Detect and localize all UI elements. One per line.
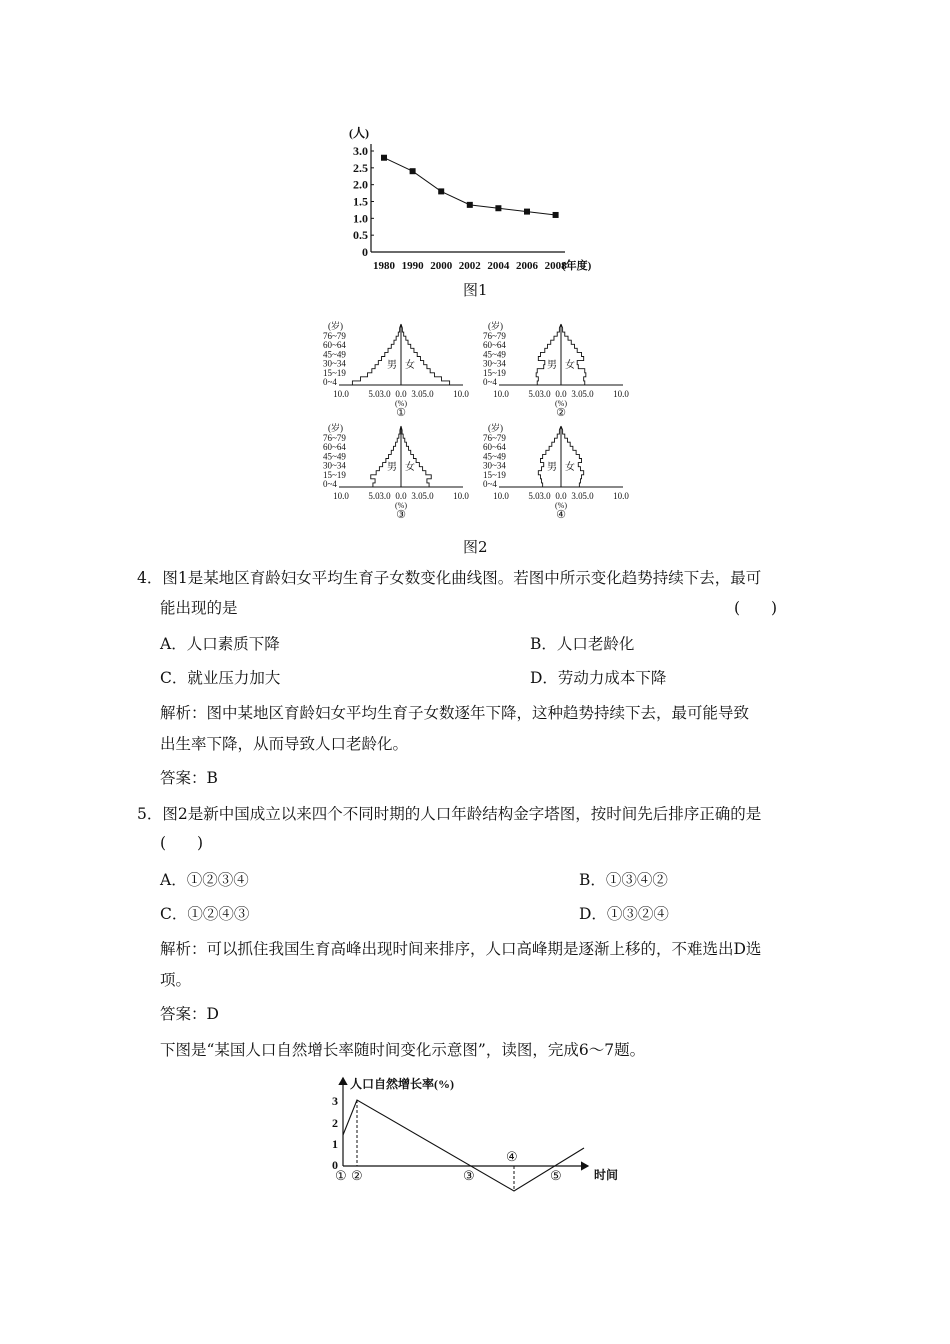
fig1-ytick-label: 0 (362, 245, 368, 259)
q4-option-b: B．人口老龄化 (530, 635, 635, 653)
pyramid-tick-label: 3.0 (539, 491, 551, 501)
pyramid-age-label: 0~4 (323, 479, 337, 489)
fig3-point-label: ⑤ (550, 1168, 562, 1183)
pyramid-tick-label: 5.0 (368, 389, 380, 399)
q4-option-c: C．就业压力加大 (160, 669, 281, 687)
fig1-data-point (381, 155, 387, 161)
pyramid-pct-unit: (%) (555, 399, 567, 408)
fig1-ytick-label: 0.5 (353, 228, 368, 243)
fig1-xtick-label: 2002 (458, 260, 481, 272)
pyramid-age-label: 0~4 (483, 377, 497, 387)
q4-analysis-line1: 解析：图中某地区育龄妇女平均生育子女数逐年下降，这种趋势持续下去，最可能导致 (160, 704, 750, 722)
fig3-ylabel: 人口自然增长率(%) (350, 1077, 454, 1091)
pyramid-age-label: 60~64 (483, 442, 506, 453)
q4-option-a: A．人口素质下降 (160, 635, 280, 653)
pyramid-male-label: 男 (387, 462, 397, 473)
pyramid-tick-label: 10.0 (493, 389, 509, 399)
pyramid-male-outline (352, 324, 401, 385)
pyramid-tick-label: 5.0 (368, 491, 380, 501)
pyramid-age-label: 60~64 (483, 340, 506, 351)
intro-q6-7: 下图是“某国人口自然增长率随时间变化示意图”，读图，完成6～7题。 (160, 1041, 646, 1059)
pyramid-male-outline (371, 426, 401, 487)
fig1-data-point (524, 209, 530, 215)
pyramid-tick-label: 10.0 (613, 389, 629, 399)
pyramid-tick-label: 0.0 (555, 491, 567, 501)
pyramid-tick-label: 5.0 (582, 491, 594, 501)
pyramid-age-unit: (岁) (328, 423, 343, 433)
pyramid-panel-1 (323, 320, 469, 419)
pyramid-age-label: 0~4 (483, 479, 497, 489)
pyramid-pct-unit: (%) (395, 501, 407, 510)
pyramid-tick-label: 3.0 (571, 491, 583, 501)
fig1-data-point (467, 202, 473, 208)
pyramid-male-label: 男 (547, 462, 557, 473)
fig2-pyramids (318, 318, 638, 528)
pyramid-panel-label: ③ (396, 509, 406, 521)
fig3-ytick: 0 (332, 1158, 338, 1172)
q5-stem-line1: 5．图2是新中国成立以来四个不同时期的人口年龄结构金字塔图，按时间先后排序正确的是 (137, 805, 762, 823)
q4-stem-line1: 4．图1是某地区育龄妇女平均生育子女数变化曲线图。若图中所示变化趋势持续下去，最可 (137, 569, 762, 587)
pyramid-age-label: 76~79 (483, 433, 506, 443)
fig3-point-label: ② (351, 1168, 363, 1183)
pyramid-tick-label: 3.0 (411, 491, 423, 501)
pyramid-female-label: 女 (405, 462, 415, 473)
pyramid-female-label: 女 (565, 360, 575, 371)
fig1-data-point (495, 205, 501, 211)
fig1-chart (340, 120, 620, 280)
pyramid-age-label: 76~79 (323, 433, 346, 443)
q4-answer: 答案：B (160, 769, 218, 787)
q5-option-a: A．①②③④ (160, 871, 249, 889)
pyramid-age-label: 76~79 (323, 331, 346, 341)
fig3-ytick: 1 (332, 1137, 338, 1151)
q5-option-b: B．①③④② (579, 871, 668, 889)
fig2-caption: 图2 (463, 538, 488, 556)
pyramid-female-label: 女 (565, 462, 575, 473)
pyramid-age-label: 76~79 (483, 331, 506, 341)
fig1-xtick-label: 2004 (487, 260, 510, 272)
fig1-ytick-label: 2.0 (353, 177, 368, 192)
fig3-ytick: 3 (332, 1094, 338, 1108)
pyramid-tick-label: 5.0 (528, 491, 540, 501)
pyramid-panel-3 (323, 422, 469, 521)
fig1-xtick-label: 2000 (430, 260, 453, 272)
pyramid-tick-label: 3.0 (379, 389, 391, 399)
q5-answer: 答案：D (160, 1005, 219, 1023)
fig1-xlabel: (年度) (562, 260, 592, 272)
pyramid-tick-label: 5.0 (422, 491, 434, 501)
pyramid-age-unit: (岁) (488, 423, 503, 433)
pyramid-age-unit: (岁) (328, 321, 343, 331)
q5-stem-line2: ( ) (160, 834, 204, 852)
fig3-ytick: 2 (332, 1116, 338, 1130)
pyramid-pct-unit: (%) (395, 399, 407, 408)
pyramid-age-label: 60~64 (323, 442, 346, 453)
fig1-ytick-label: 1.5 (353, 194, 368, 209)
pyramid-tick-label: 5.0 (528, 389, 540, 399)
q4-analysis-line2: 出生率下降，从而导致人口老龄化。 (160, 735, 409, 753)
fig1-caption: 图1 (463, 281, 488, 299)
pyramid-age-label: 30~34 (483, 358, 506, 369)
pyramid-panel-label: ② (556, 407, 566, 419)
pyramid-male-label: 男 (547, 360, 557, 371)
pyramid-age-label: 15~19 (483, 469, 506, 480)
pyramid-tick-label: 3.0 (379, 491, 391, 501)
fig1-xtick-label: 2006 (516, 260, 538, 272)
fig1-xtick-label: 2008 (544, 260, 567, 272)
pyramid-female-outline (401, 324, 450, 385)
pyramid-tick-label: 10.0 (613, 491, 629, 501)
pyramid-panel-4 (483, 422, 629, 521)
pyramid-age-label: 15~19 (483, 367, 506, 378)
pyramid-tick-label: 10.0 (453, 491, 469, 501)
pyramid-pct-unit: (%) (555, 501, 567, 510)
pyramid-panel-label: ① (396, 407, 406, 419)
fig3-point-label: ① (335, 1168, 347, 1183)
fig1-data-point (553, 212, 559, 218)
q5-option-d: D．①③②④ (579, 905, 669, 923)
pyramid-tick-label: 10.0 (453, 389, 469, 399)
q4-option-d: D．劳动力成本下降 (530, 669, 667, 687)
pyramid-age-label: 15~19 (323, 469, 346, 480)
pyramid-male-outline (538, 426, 561, 487)
fig3-xlabel: 时间 (594, 1168, 619, 1182)
pyramid-tick-label: 3.0 (539, 389, 551, 399)
pyramid-tick-label: 10.0 (493, 491, 509, 501)
q4-stem-line2: 能出现的是 (160, 599, 238, 617)
pyramid-age-label: 45~49 (323, 451, 346, 462)
pyramid-female-outline (401, 426, 431, 487)
pyramid-tick-label: 5.0 (582, 389, 594, 399)
fig3-point-label: ④ (506, 1149, 518, 1164)
pyramid-age-label: 45~49 (483, 349, 506, 360)
pyramid-age-label: 30~34 (323, 358, 346, 369)
fig3-point-label: ③ (463, 1168, 475, 1183)
fig1-xtick-label: 1980 (373, 260, 395, 272)
pyramid-panel-label: ④ (556, 509, 566, 521)
pyramid-age-label: 0~4 (323, 377, 337, 387)
pyramid-age-label: 60~64 (323, 340, 346, 351)
q5-analysis-line1: 解析：可以抓住我国生育高峰出现时间来排序，人口高峰期是逐渐上移的，不难选出D选 (160, 940, 762, 958)
pyramid-age-label: 30~34 (323, 460, 346, 471)
pyramid-female-outline (561, 324, 586, 385)
fig1-ytick-label: 2.5 (353, 160, 368, 175)
pyramid-age-label: 45~49 (323, 349, 346, 360)
pyramid-tick-label: 0.0 (395, 389, 407, 399)
fig1-ylabel: (人) (349, 126, 369, 140)
pyramid-male-outline (536, 324, 561, 385)
fig1-ytick-label: 1.0 (353, 211, 368, 226)
pyramid-age-label: 15~19 (323, 367, 346, 378)
pyramid-tick-label: 3.0 (571, 389, 583, 399)
pyramid-tick-label: 0.0 (395, 491, 407, 501)
pyramid-female-label: 女 (405, 360, 415, 371)
fig1-ytick-label: 3.0 (353, 144, 368, 158)
fig1-xtick-label: 1990 (401, 260, 424, 272)
pyramid-tick-label: 5.0 (422, 389, 434, 399)
fig1-data-point (410, 168, 416, 174)
pyramid-tick-label: 10.0 (333, 491, 349, 501)
fig1-data-point (438, 188, 444, 194)
q5-option-c: C．①②④③ (160, 905, 250, 923)
pyramid-tick-label: 0.0 (555, 389, 567, 399)
pyramid-age-label: 45~49 (483, 451, 506, 462)
fig3-chart (326, 1072, 636, 1192)
pyramid-female-outline (561, 426, 584, 487)
pyramid-age-unit: (岁) (488, 321, 503, 331)
pyramid-panel-2 (483, 320, 629, 419)
pyramid-tick-label: 10.0 (333, 389, 349, 399)
q4-answer-blank: ( ) (734, 599, 778, 617)
pyramid-tick-label: 3.0 (411, 389, 423, 399)
pyramid-male-label: 男 (387, 360, 397, 371)
q5-analysis-line2: 项。 (160, 971, 192, 989)
pyramid-age-label: 30~34 (483, 460, 506, 471)
